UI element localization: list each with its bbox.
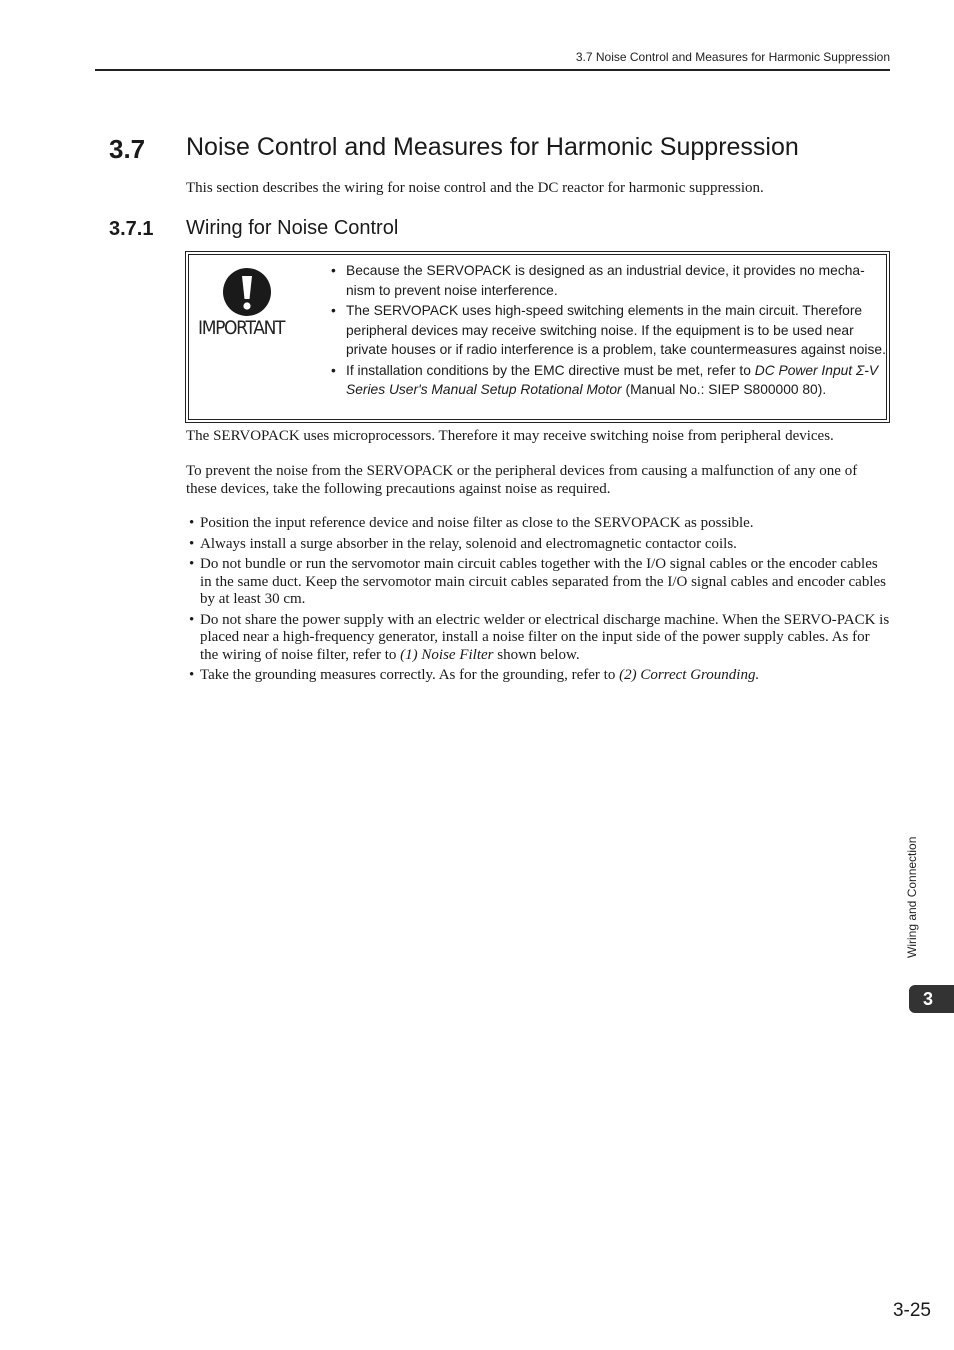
precaution-list: [186, 515, 891, 688]
paragraph-precautions-intro: To prevent the noise from the SERVOPACK or the peripheral devices from causing a malfunction of any one of these devices, take the following precautions against noise as required.: [186, 463, 858, 497]
list-item: • Do not share the power supply with an electric welder or electrical discharge machine. When the SERVO-PACK is placed near a high-frequency generator, install a noise filter on the input side of the power supply cables. As for the wiring of noise filter, refer to (1) Noise Filter shown below.: [186, 612, 891, 665]
subsection-title: Wiring for Noise Control: [186, 217, 399, 239]
list-item: • Do not bundle or run the servomotor main circuit cables together with the I/O signal cables or the encoder cables in the same duct. Keep the servomotor main circuit cables separated from the I/O signal cables and encoder cables by at least 30 cm.: [186, 556, 891, 609]
note-item: • The SERVOPACK uses high-speed switching elements in the main circuit. Therefore peripheral devices may receive switching noise. If the equipment is to be used near private houses or if radio interference is a problem, take countermeasures against noise.: [331, 301, 891, 360]
page-number: 3-25: [892, 1300, 931, 1321]
chapter-number-tab: 3: [909, 985, 954, 1013]
grounding-reference: (2) Correct Grounding.: [619, 667, 760, 683]
list-item: • Take the grounding measures correctly. As for the grounding, refer to (2) Correct Grounding.: [186, 667, 891, 685]
running-header: 3.7 Noise Control and Measures for Harmonic Suppression: [575, 50, 890, 64]
section-title: Noise Control and Measures for Harmonic Suppression: [186, 133, 799, 161]
list-item: • Always install a surge absorber in the relay, solenoid and electromagnetic contactor coils.: [186, 536, 891, 554]
note-item: • If installation conditions by the EMC directive must be met, refer to DC Power Input Σ-V Series User's Manual Setup Rotational Motor (Manual No.: SIEP S800000 80).: [331, 361, 891, 400]
list-item: • Position the input reference device and noise filter as close to the SERVOPACK as possible.: [186, 515, 891, 533]
important-note-list: [331, 261, 891, 401]
section-number: 3.7: [109, 134, 146, 164]
manual-title-reference: DC Power Input Σ-V Series User's Manual Setup Rotational Motor: [346, 362, 879, 397]
subsection-number: 3.7.1: [109, 218, 154, 240]
important-label: IMPORTANT: [198, 317, 285, 339]
header-rule: [95, 69, 890, 71]
paragraph-microprocessors: The SERVOPACK uses microprocessors. Therefore it may receive switching noise from peripheral devices.: [186, 428, 834, 444]
exclamation-icon: [222, 267, 272, 317]
note-item: • Because the SERVOPACK is designed as an industrial device, it provides no mecha-nism to prevent noise interference.: [331, 261, 891, 300]
important-note-box: [185, 251, 890, 423]
note-box-inner-frame: [188, 254, 887, 420]
section-intro: This section describes the wiring for noise control and the DC reactor for harmonic suppression.: [186, 180, 764, 196]
chapter-side-label: Wiring and Connection: [905, 836, 919, 958]
noise-filter-reference: (1) Noise Filter: [400, 646, 494, 663]
